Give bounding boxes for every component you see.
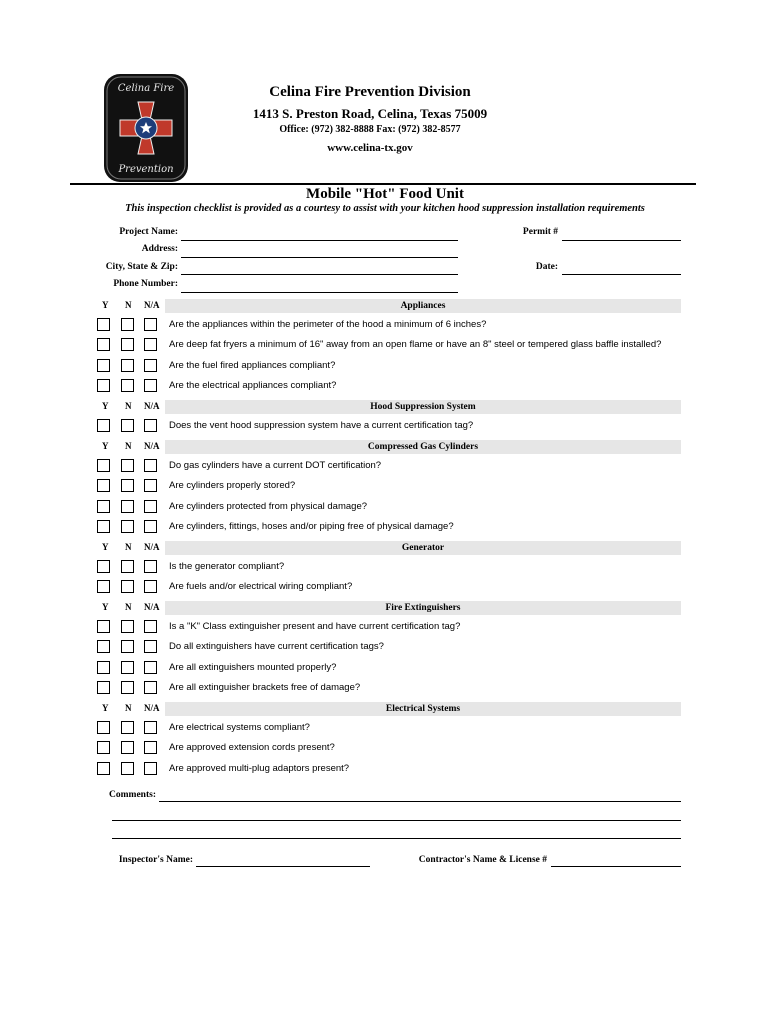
checkbox-no[interactable] (121, 500, 134, 513)
phone-number-label: Phone Number: (113, 279, 178, 289)
checkbox-yes[interactable] (97, 620, 110, 633)
column-header-na: N/A (144, 602, 160, 612)
checkbox-no[interactable] (121, 721, 134, 734)
column-header-na: N/A (144, 703, 160, 713)
checkbox-no[interactable] (121, 459, 134, 472)
contractor-label: Contractor's Name & License # (418, 855, 547, 865)
checkbox-no[interactable] (121, 318, 134, 331)
question-text: Are cylinders protected from physical damage? (169, 500, 368, 512)
date-field[interactable] (562, 274, 681, 275)
checkbox-yes[interactable] (97, 500, 110, 513)
checkbox-na[interactable] (144, 681, 157, 694)
column-header-n: N (125, 441, 132, 451)
checkbox-na[interactable] (144, 762, 157, 775)
question-text: Are cylinders, fittings, hoses and/or piping free of physical damage? (169, 520, 454, 532)
question-text: Are the fuel fired appliances compliant? (169, 359, 336, 371)
column-header-n: N (125, 602, 132, 612)
project-name-label: Project Name: (119, 227, 178, 237)
checkbox-no[interactable] (121, 560, 134, 573)
checkbox-no[interactable] (121, 741, 134, 754)
checkbox-na[interactable] (144, 479, 157, 492)
checkbox-na[interactable] (144, 318, 157, 331)
checkbox-no[interactable] (121, 379, 134, 392)
date-label: Date: (535, 262, 558, 272)
checkbox-no[interactable] (121, 640, 134, 653)
checkbox-na[interactable] (144, 419, 157, 432)
checkbox-no[interactable] (121, 338, 134, 351)
column-header-na: N/A (144, 441, 160, 451)
question-text: Do all extinguishers have current certification tags? (169, 641, 384, 653)
organization-website: www.celina-tx.gov (327, 142, 413, 154)
comments-line-2[interactable] (112, 820, 681, 821)
column-header-y: Y (102, 441, 109, 451)
checkbox-yes[interactable] (97, 359, 110, 372)
question-text: Are the electrical appliances compliant? (169, 379, 337, 391)
checkbox-no[interactable] (121, 479, 134, 492)
question-text: Are deep fat fryers a minimum of 16" away from an open flame or have an 8" steel or tempered glass baffle installed? (169, 339, 662, 351)
checkbox-na[interactable] (144, 359, 157, 372)
checkbox-na[interactable] (144, 520, 157, 533)
section-title: Electrical Systems (385, 704, 461, 714)
address-field[interactable] (181, 257, 458, 258)
city-state-zip-label: City, State & Zip: (105, 262, 178, 272)
comments-line-3[interactable] (112, 838, 681, 839)
section-header-bar (165, 440, 681, 454)
question-text: Are the appliances within the perimeter of the hood a minimum of 6 inches? (169, 319, 487, 330)
form-subtitle: This inspection checklist is provided as a courtesy to assist with your kitchen hood suppression installation requirements (125, 203, 645, 214)
checkbox-na[interactable] (144, 640, 157, 653)
fire-department-logo (104, 74, 188, 182)
checkbox-no[interactable] (121, 359, 134, 372)
checkbox-na[interactable] (144, 459, 157, 472)
header-divider (70, 183, 696, 185)
checkbox-na[interactable] (144, 721, 157, 734)
section-title: Fire Extinguishers (385, 603, 461, 613)
checkbox-na[interactable] (144, 580, 157, 593)
section-header-bar (165, 601, 681, 615)
checkbox-na[interactable] (144, 560, 157, 573)
form-title: Mobile "Hot" Food Unit (306, 186, 464, 202)
section-header-bar (165, 400, 681, 414)
checkbox-na[interactable] (144, 620, 157, 633)
checkbox-yes[interactable] (97, 741, 110, 754)
checkbox-yes[interactable] (97, 762, 110, 775)
question-text: Are all extinguishers mounted properly? (169, 661, 337, 673)
checkbox-yes[interactable] (97, 379, 110, 392)
column-header-n: N (125, 300, 132, 310)
question-text: Are approved extension cords present? (169, 742, 335, 754)
checkbox-no[interactable] (121, 520, 134, 533)
checkbox-na[interactable] (144, 661, 157, 674)
checkbox-no[interactable] (121, 661, 134, 674)
question-text: Is a "K" Class extinguisher present and have current certification tag? (169, 621, 461, 632)
checkbox-yes[interactable] (97, 681, 110, 694)
column-header-n: N (125, 401, 132, 411)
question-text: Is the generator compliant? (169, 561, 285, 572)
checkbox-yes[interactable] (97, 580, 110, 593)
question-text: Does the vent hood suppression system have a current certification tag? (169, 420, 474, 431)
permit-label: Permit # (522, 227, 558, 237)
organization-address: 1413 S. Preston Road, Celina, Texas 75009 (252, 106, 488, 121)
checkbox-no[interactable] (121, 620, 134, 633)
section-title: Compressed Gas Cylinders (367, 442, 479, 452)
checkbox-na[interactable] (144, 379, 157, 392)
checkbox-yes[interactable] (97, 560, 110, 573)
column-header-y: Y (102, 401, 109, 411)
section-title: Generator (401, 543, 445, 553)
column-header-na: N/A (144, 401, 160, 411)
column-header-na: N/A (144, 542, 160, 552)
inspector-name-label: Inspector's Name: (118, 855, 193, 865)
section-header-bar (165, 299, 681, 313)
checkbox-yes[interactable] (97, 318, 110, 331)
svg-text:Prevention: Prevention (118, 164, 174, 175)
checkbox-na[interactable] (144, 338, 157, 351)
contractor-name-field[interactable] (551, 866, 681, 867)
checkbox-na[interactable] (144, 500, 157, 513)
column-header-na: N/A (144, 300, 160, 310)
checkbox-yes[interactable] (97, 661, 110, 674)
checkbox-yes[interactable] (97, 520, 110, 533)
svg-text:Celina Fire: Celina Fire (117, 83, 175, 94)
comments-label: Comments: (109, 790, 156, 800)
checkbox-no[interactable] (121, 580, 134, 593)
checkbox-yes[interactable] (97, 640, 110, 653)
section-title: Appliances (400, 301, 446, 311)
checkbox-no[interactable] (121, 681, 134, 694)
checkbox-yes[interactable] (97, 459, 110, 472)
checkbox-yes[interactable] (97, 721, 110, 734)
section-header-bar (165, 702, 681, 716)
column-header-n: N (125, 703, 132, 713)
checkbox-na[interactable] (144, 741, 157, 754)
section-title: Hood Suppression System (370, 402, 476, 412)
question-text: Do gas cylinders have a current DOT certification? (169, 460, 382, 471)
checkbox-no[interactable] (121, 419, 134, 432)
checkbox-no[interactable] (121, 762, 134, 775)
column-header-y: Y (102, 602, 109, 612)
checkbox-yes[interactable] (97, 338, 110, 351)
organization-name: Celina Fire Prevention Division (269, 84, 471, 100)
comments-field[interactable] (159, 801, 681, 802)
column-header-y: Y (102, 300, 109, 310)
question-text: Are electrical systems compliant? (169, 722, 310, 733)
checkbox-yes[interactable] (97, 419, 110, 432)
column-header-y: Y (102, 703, 109, 713)
organization-phones: Office: (972) 382-8888 Fax: (972) 382-8577 (279, 124, 461, 135)
project-name-field[interactable] (181, 240, 458, 241)
question-text: Are all extinguisher brackets free of damage? (169, 681, 361, 693)
question-text: Are fuels and/or electrical wiring compliant? (169, 581, 353, 593)
city-state-zip-field[interactable] (181, 274, 458, 275)
question-text: Are approved multi-plug adaptors present? (169, 762, 350, 774)
permit-field[interactable] (562, 240, 681, 241)
column-header-n: N (125, 542, 132, 552)
section-header-bar (165, 541, 681, 555)
address-label: Address: (141, 244, 178, 254)
question-text: Are cylinders properly stored? (169, 480, 296, 492)
inspector-name-field[interactable] (196, 866, 370, 867)
column-header-y: Y (102, 542, 109, 552)
checkbox-yes[interactable] (97, 479, 110, 492)
phone-number-field[interactable] (181, 292, 458, 293)
